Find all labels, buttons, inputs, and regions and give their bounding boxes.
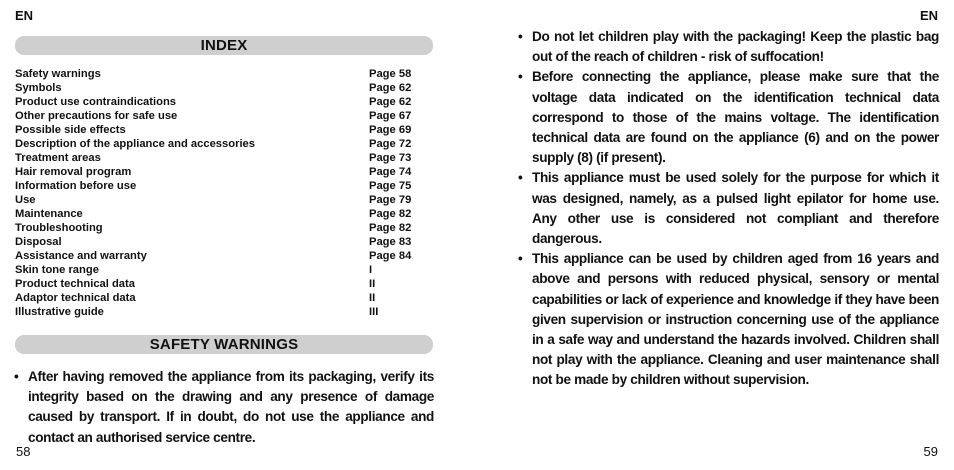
index-entry-page: Page 67 [369, 110, 412, 122]
bullet-text: Do not let children play with the packaging! Keep the plastic bag out of the reach of children - risk of suffocation! [532, 29, 939, 65]
index-entry-page: Page 69 [369, 124, 412, 136]
index-entry-page: Page 75 [369, 180, 412, 192]
index-entry-page: Page 84 [369, 250, 412, 262]
index-row[interactable] [15, 137, 425, 151]
index-entry-title: Description of the appliance and accessories [15, 138, 255, 150]
index-entry-title: Maintenance [15, 208, 83, 220]
index-list [15, 67, 425, 319]
index-row[interactable] [15, 305, 425, 319]
page-number: 59 [923, 444, 938, 459]
index-entry-page: Page 62 [369, 96, 412, 108]
index-entry-title: Treatment areas [15, 152, 101, 164]
index-row[interactable] [15, 179, 425, 193]
index-entry-title: Illustrative guide [15, 306, 104, 318]
index-entry-title: Use [15, 194, 36, 206]
index-heading: INDEX [15, 36, 433, 55]
bullet-dot-icon: • [518, 69, 523, 85]
index-entry-title: Symbols [15, 82, 62, 94]
bullet-text: This appliance can be used by children aged from 16 years and above and persons with reduced physical, sensory or mental capabilities or lack of experience and knowledge if they have been given supervision or instruction concerning use of the appliance in a safe way and understand the hazards involved. Children shall not play with the appliance. Cleaning and user maintenance shall not be made by children without supervision. [532, 251, 939, 388]
index-entry-page: Page 82 [369, 222, 412, 234]
bullet-item [518, 27, 939, 67]
bullet-item [518, 168, 939, 249]
safety-warnings-heading: SAFETY WARNINGS [15, 335, 433, 354]
index-entry-page: Page 73 [369, 152, 412, 164]
index-entry-title: Product technical data [15, 278, 135, 290]
bullet-dot-icon: • [518, 29, 523, 44]
index-entry-title: Troubleshooting [15, 222, 103, 234]
index-entry-title: Product use contraindications [15, 96, 177, 108]
index-entry-title: Assistance and warranty [15, 250, 147, 262]
language-label: EN [919, 8, 938, 23]
right-page [477, 0, 954, 470]
index-row[interactable] [15, 109, 425, 123]
index-entry-page: Page 82 [369, 208, 412, 220]
index-entry-title: Adaptor technical data [15, 292, 136, 304]
index-entry-page: Page 83 [369, 236, 412, 248]
index-entry-page: II [369, 278, 376, 290]
index-row[interactable] [15, 95, 425, 109]
index-entry-page: Page 79 [369, 194, 412, 206]
index-entry-page: Page 58 [369, 68, 412, 80]
index-entry-title: Skin tone range [15, 264, 99, 276]
index-row[interactable] [15, 235, 425, 249]
index-row[interactable] [15, 207, 425, 221]
bullet-item [14, 367, 434, 448]
bullet-text: Before connecting the appliance, please make sure that the voltage data indicated on the identification technical data correspond to those of the mains voltage. The identification technical data are found on the appliance (6) and on the power supply (8) (if present). [532, 69, 939, 166]
index-entry-title: Other precautions for safe use [15, 110, 178, 122]
index-entry-title: Disposal [15, 236, 62, 248]
safety-bullet-list [518, 27, 939, 391]
safety-bullet-list [14, 367, 434, 448]
index-row[interactable] [15, 151, 425, 165]
index-row[interactable] [15, 123, 425, 137]
index-row[interactable] [15, 193, 425, 207]
index-row[interactable] [15, 291, 425, 305]
bullet-text: After having removed the appliance from its packaging, verify its integrity based on the drawing and any presence of damage caused by transport. If in doubt, do not use the appliance and contact an authorised service centre. [28, 369, 434, 445]
index-row[interactable] [15, 263, 425, 277]
index-row[interactable] [15, 165, 425, 179]
index-entry-title: Possible side effects [15, 124, 126, 136]
bullet-dot-icon: • [518, 251, 523, 267]
index-entry-page: III [369, 306, 379, 318]
bullet-item [518, 67, 939, 168]
bullet-text: This appliance must be used solely for the purpose for which it was designed, namely, as a pulsed light epilator for home use. Any other use is considered not compliant and therefore dangerous. [532, 170, 939, 247]
index-entry-title: Hair removal program [15, 166, 132, 178]
index-entry-title: Safety warnings [15, 68, 101, 80]
index-entry-page: I [369, 264, 373, 276]
bullet-item [518, 249, 939, 390]
index-entry-page: Page 74 [369, 166, 412, 178]
page-number: 58 [16, 444, 31, 459]
index-entry-page: Page 62 [369, 82, 412, 94]
index-row[interactable] [15, 81, 425, 95]
index-row[interactable] [15, 67, 425, 81]
bullet-dot-icon: • [14, 369, 19, 384]
index-entry-title: Information before use [15, 180, 137, 192]
index-entry-page: II [369, 292, 376, 304]
index-row[interactable] [15, 221, 425, 235]
bullet-dot-icon: • [518, 170, 523, 186]
index-entry-page: Page 72 [369, 138, 412, 150]
language-label: EN [15, 8, 34, 23]
index-row[interactable] [15, 249, 425, 263]
index-row[interactable] [15, 277, 425, 291]
